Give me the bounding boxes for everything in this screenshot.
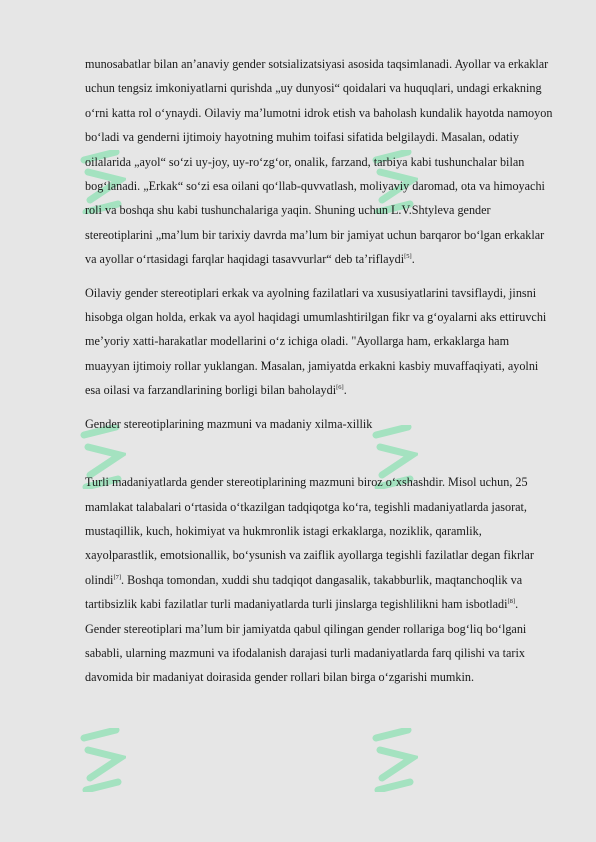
watermark-logo-icon — [78, 728, 126, 792]
paragraph-text: . — [343, 383, 347, 398]
paragraph-text: munosabatlar bilan an’anaviy gender sotsializatsiyasi asosida taqsimlanadi. Ayollar va erkaklar uchun tengsiz imkoniyatlarni qurishda „uy dunyosi“ qoidalari va huquqlari, undagi erkakning o‘rni katta rol o‘ynaydi. Oilaviy ma’lumotni idrok etish va baholash kundalik hayotda namoyon bo‘ladi va genderni ijtimoiy hayotning muhim toifasi sifatida belgilaydi. Masalan, odatiy oilalarida „ayol“ so‘zi uy-joy, uy-ro‘zg‘or, onalik, farzand, tarbiya kabi tushunchalar bilan bog‘lanadi. „Erkak“ so‘zi esa oilani qo‘llab-quvvatlash, moliyaviy daromad, ota va himoyachi roli va boshqa shu kabi tushunchalariga yaqin. Shuning uchun L.V.Shtyleva gender stereotiplarini „ma’lum bir tarixiy davrda ma’lum bir jamiyat uchun barqaror bo‘lgan erkaklar va ayollar o‘rtasidagi farqlar haqidagi tasavvurlar“ deb ta’riflaydi — [85, 57, 553, 267]
paragraph — [85, 52, 553, 272]
paragraph — [85, 470, 553, 690]
paragraph-text: Oilaviy gender stereotiplari erkak va ayolning fazilatlari va xususiyatlarini tavsiflaydi, jinsni hisobga olgan holda, erkak va ayol haqidagi umumlashtirilgan fikr va g‘oyalarni aks ettiruvchi me’yoriy xatti-harakatlar modellarini o‘z ichiga oladi. "Ayollarga ham, erkaklarga ham muayyan ijtimoiy rollar yuklangan. Masalan, jamiyatda erkakni kasbiy muvaffaqiyati, ayolni esa oilasi va farzandlarining borligi bilan baholaydi — [85, 285, 547, 398]
watermark-logo-icon — [370, 728, 418, 792]
section-heading: Gender stereotiplarining mazmuni va madaniy xilma-xillik — [85, 416, 373, 431]
paragraph-text: . — [411, 252, 415, 267]
footnote-ref[interactable]: [7] — [113, 573, 122, 581]
footnote-ref[interactable]: [8] — [507, 598, 516, 606]
footnote-ref[interactable]: [5] — [404, 253, 412, 261]
paragraph-text: . Boshqa tomondan, xuddi shu tadqiqot dangasalik, takabburlik, maqtanchoqlik va tartibsizlik kabi fazilatlar turli madaniyatlarda turli jinslarga tegishlilikni ham isbotladi — [85, 572, 523, 612]
document-body — [85, 52, 553, 690]
paragraph — [85, 281, 553, 403]
footnote-ref[interactable]: [6] — [336, 384, 344, 392]
paragraph-text: . Gender stereotiplari ma’lum bir jamiyatda qabul qilingan gender rollariga bog‘liq bo‘lgani sababli, ularning mazmuni va ifodalanish darajasi turli madaniyatlarda farq qilishi va tarix davomida bir madaniyat doirasida gender rollari bilan birga o‘zgarishi mumkin. — [85, 597, 527, 685]
paragraph-text: Turli madaniyatlarda gender stereotiplarining mazmuni biroz o‘xshashdir. Misol uchun, 25 mamlakat talabalari o‘rtasida o‘tkazilgan tadqiqotga ko‘ra, tegishli madaniyatlarda jasorat, mustaqillik, kuch, hokimiyat va hukmronlik istagi erkaklarga, noziklik, qaramlik, xayolparastlik, emotsionallik, bo‘ysunish va zaiflik ayollarga tegishli fazilatlar degan fikrlar olindi — [85, 475, 534, 587]
